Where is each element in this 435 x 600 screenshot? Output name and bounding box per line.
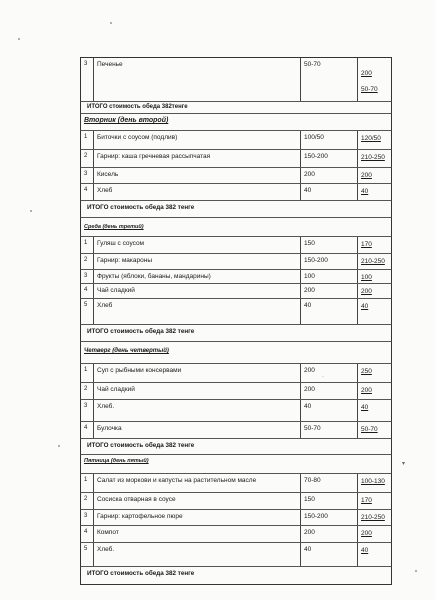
table-row [80,510,392,526]
table-row [80,184,392,201]
table-row [80,493,392,510]
table-row [80,526,392,543]
item-number: 3 [81,400,94,421]
item-number: 2 [81,383,94,399]
item-name: Компот [94,526,301,542]
item-quantity: 150-200 [301,510,358,525]
item-quantity: 150-200 [301,150,358,167]
day-block [80,474,392,567]
item-quantity: 40 [301,184,358,200]
item-quantity: 100/50 [301,131,358,149]
table-row [80,474,392,493]
item-number: 3 [81,58,94,101]
item-name: Сосиска отварная в соусе [94,493,301,509]
item-name: Печенье [94,58,301,101]
item-portion: 50-70 [361,426,378,433]
item-name: Хлеб [94,184,301,200]
scan-speck [110,22,112,24]
day-block [80,237,392,325]
item-quantity: 40 [301,299,358,324]
item-portion: 210-250 [361,514,385,521]
item-quantity: 200 [301,383,358,399]
item-portion: 170 [361,241,372,248]
item-quantity: 40 [301,400,358,421]
item-number: 1 [81,131,94,149]
item-portion: 210-250 [361,258,385,265]
item-number: 1 [81,364,94,382]
item-portion: 200 [361,288,372,295]
total-line: ИТОГО стоимость обеда 382 тенге [80,439,392,455]
table-row [80,543,392,567]
item-portion: 170 [361,497,372,504]
item-name: Фрукты (яблоки, бананы, мандарины) [94,270,301,283]
scan-speck [415,570,417,572]
item-name: Суп с рыбными консервами [94,364,301,382]
total-line: ИТОГО стоимость обеда 382 тенге [80,567,392,585]
item-number: 5 [81,543,94,566]
item-number: 4 [81,526,94,542]
item-quantity: 150-200 [301,254,358,269]
item-number: 3 [81,510,94,525]
item-number: 2 [81,493,94,509]
item-portion: 120/50 [361,135,381,142]
day-heading: Пятница (день пятый) [80,455,392,474]
table-row [80,383,392,400]
day-heading: Вторник (день второй) [80,114,392,131]
item-number: 4 [81,422,94,438]
total-line: ИТОГО стоимость обеда 382 тенге [80,325,392,342]
item-name: Хлеб. [94,400,301,421]
item-portion: 200 50-70 [361,70,378,93]
day-block [80,364,392,439]
item-name: Хлеб [94,299,301,324]
item-quantity: 200 [301,364,358,382]
item-portion: 40 [361,404,369,411]
item-portion: 200 [361,387,372,394]
table-row [80,299,392,325]
item-portion: 250 [361,368,372,375]
total-line: ИТОГО стоимость обеда 382тенге [80,102,392,114]
item-name: Биточки с соусом (подлив) [94,131,301,149]
item-portion: 200 [361,530,372,537]
scan-mark: ▾ [402,461,406,467]
table-row [80,57,392,102]
table-row [80,270,392,284]
item-quantity: 150 [301,237,358,253]
table-row [80,150,392,168]
scan-speck [30,210,32,212]
item-number: 1 [81,474,94,492]
scan-mark: · [322,374,324,380]
day-heading: Среда (день третий) [80,218,392,237]
item-number: 4 [81,184,94,200]
table-row [80,168,392,184]
item-portion: 40 [361,303,369,310]
item-name: Чай сладкий [94,284,301,298]
menu-table [80,57,392,585]
item-name: Гарнир: картофельное пюре [94,510,301,525]
item-quantity: 150 [301,493,358,509]
item-portion: 40 [361,188,369,195]
item-quantity: 50-70 [301,422,358,438]
item-name: Чай сладкий [94,383,301,399]
item-name: Гуляш с соусом [94,237,301,253]
item-quantity: 100 [301,270,358,283]
item-portion: 100-130 [361,478,385,485]
item-number: 3 [81,270,94,283]
day-heading: Четверг (день четвертый) [80,342,392,364]
table-row [80,364,392,383]
item-number: 2 [81,150,94,167]
item-quantity: 50-70 [301,58,358,101]
item-quantity: 200 [301,526,358,542]
item-name: Гарнир: макароны [94,254,301,269]
item-portion: 200 [361,172,372,179]
day-block [80,131,392,201]
table-row [80,254,392,270]
item-name: Булочка [94,422,301,438]
item-portion: 100 [361,274,372,281]
item-quantity: 200 [301,284,358,298]
item-name: Салат из моркови и капусты на растительном масле [94,474,301,492]
table-row [80,131,392,150]
item-number: 4 [81,284,94,298]
table-row [80,284,392,299]
table-row [80,237,392,254]
item-number: 3 [81,168,94,183]
item-quantity: 40 [301,543,358,566]
item-quantity: 70-80 [301,474,358,492]
item-portion: 40 [361,547,369,554]
table-row [80,400,392,422]
item-name: Гарнир: каша гречневая рассыпчатая [94,150,301,167]
table-row [80,422,392,439]
item-name: Хлеб. [94,543,301,566]
item-number: 5 [81,299,94,324]
item-number: 1 [81,237,94,253]
total-line: ИТОГО стоимость обеда 382 тенге [80,201,392,218]
item-portion: 210-250 [361,154,385,161]
item-name: Кисель [94,168,301,183]
scan-speck [58,445,60,447]
scan-speck [18,38,20,40]
item-quantity: 200 [301,168,358,183]
item-number: 2 [81,254,94,269]
